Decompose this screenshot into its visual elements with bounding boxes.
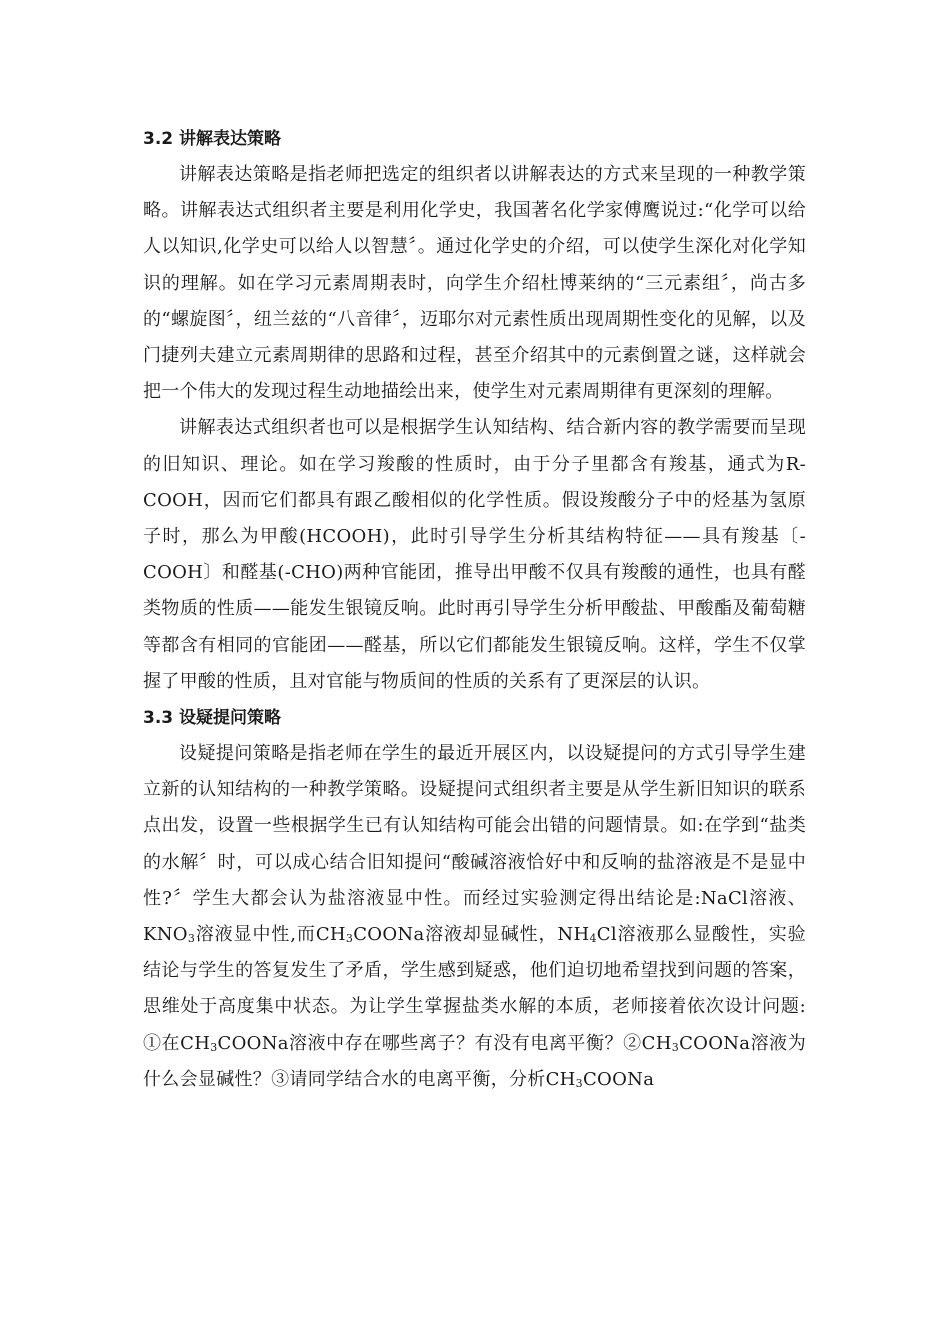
- section-heading-3-3: 3.3 设疑提问策略: [143, 708, 282, 729]
- text-run: COONa溶液为什么会显碱性？③请同学结合水的电离平衡，分析CH: [143, 1032, 807, 1090]
- text-run: 设疑提问策略是指老师在学生的最近开展区内，以设疑提问的方式引导学生建立新的认知结构的一种教学策略。设疑提问式组织者主要是从学生新旧知识的联系点出发，设置一些根据学生已有认知结构可能会出错的问题情景。如:在学到“盐类的水解〞时，可以成心结合旧知提问“酸碱溶液恰好中和反响的盐溶液是不是显中性?〞学生大都会认为盐溶液显中性。而经过实验测定得出结论是:NaCl溶液、KNO: [143, 743, 806, 946]
- paragraph-lecture-organizer: 讲解表达式组织者也可以是根据学生认知结构、结合新内容的教学需要而呈现的旧知识、理论。如在学习羧酸的性质时，由于分子里都含有羧基，通式为R-COOH，因而它们都具有跟乙酸相似的化学性质。假设羧酸分子中的烃基为氢原子时，那么为甲酸(HCOOH)，此时引导学生分析其结构特征——具有羧基〔-COOH〕和醛基(-CHO)两种官能团，推导出甲酸不仅具有羧酸的通性，也具有醛类物质的性质——能发生银镜反响。此时再引导学生分析甲酸盐、甲酸酯及葡萄糖等都含有相同的官能团——醛基，所以它们都能发生银镜反响。这样，学生不仅掌握了甲酸的性质，且对官能与物质间的性质的关系有了更深层的认识。: [143, 417, 806, 692]
- subscript: 4: [589, 932, 597, 946]
- section-heading-3-2: 3.2 讲解表达策略: [143, 129, 282, 149]
- text-run: COONa溶液却显碱性，NH: [353, 924, 590, 946]
- page-content: [143, 121, 806, 1098]
- text-run: COONa溶液中存在哪些离子？有没有电离平衡？②CH: [217, 1032, 672, 1054]
- paragraph-lecture-strategy: 讲解表达策略是指老师把选定的组织者以讲解表达的方式来呈现的一种教学策略。讲解表达式组织者主要是利用化学史，我国著名化学家傅鹰说过:“化学可以给人以知识,化学史可以给人以智慧〞。通过化学史的介绍，可以使学生深化对化学知识的理解。如在学习元素周期表时，向学生介绍杜博莱纳的“三元素组〞，尚古多的“螺旋图〞，纽兰兹的“八音律〞，迈耶尔对元素性质出现周期性变化的见解，以及门捷列夫建立元素周期律的思路和过程，甚至介绍其中的元素倒置之谜，这样就会把一个伟大的发现过程生动地描绘出来，使学生对元素周期律有更深刻的理解。: [143, 164, 806, 403]
- subscript: 3: [671, 1040, 680, 1054]
- subscript: 3: [575, 1076, 583, 1090]
- subscript: 3: [345, 932, 354, 946]
- subscript: 3: [210, 1040, 218, 1054]
- text-run: 溶液显中性,而CH: [195, 924, 346, 946]
- text-run: COONa: [582, 1068, 655, 1090]
- subscript: 3: [187, 932, 196, 946]
- paragraph-questioning-strategy: [143, 736, 806, 1098]
- text-run: Cl溶液那么显酸性，实验结论与学生的答复发生了矛盾，学生感到疑惑，他们迫切地希望找到问题的答案，思维处于高度集中状态。为让学生掌握盐类水解的本质，老师接着依次设计问题: ①在CH: [143, 924, 806, 1054]
